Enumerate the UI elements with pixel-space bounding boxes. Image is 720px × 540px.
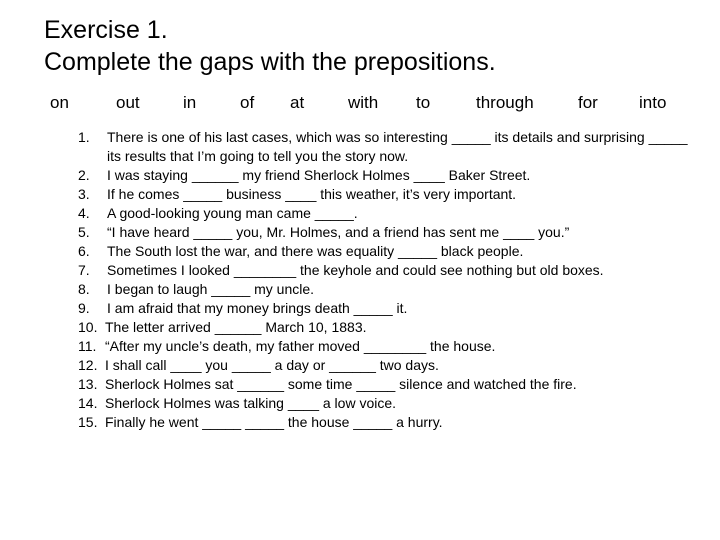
item-number: 7. [78, 262, 90, 278]
word-bank-item: on [50, 93, 69, 112]
exercise-item [78, 223, 698, 242]
item-text: I began to laugh _____ my uncle. [107, 281, 315, 297]
exercise-header [44, 14, 496, 78]
exercise-item [78, 337, 698, 356]
item-text: I was staying ______ my friend Sherlock Holmes ____ Baker Street. [107, 167, 531, 183]
item-number: 8. [78, 281, 90, 297]
word-bank-item: through [476, 93, 534, 112]
exercise-item [78, 128, 698, 166]
item-text: Finally he went _____ _____ the house _____ a hurry. [105, 414, 443, 430]
item-text: Sherlock Holmes sat ______ some time _____ silence and watched the fire. [105, 376, 577, 392]
item-number: 9. [78, 300, 90, 316]
preposition-word-bank [0, 93, 720, 115]
item-number: 10. [78, 319, 98, 335]
item-number: 12. [78, 357, 98, 373]
item-text: There is one of his last cases, which was so interesting _____ its details and surprising _____ its results that I’m going to tell you the story now. [107, 129, 688, 164]
item-number: 2. [78, 167, 90, 183]
item-text: The letter arrived ______ March 10, 1883. [105, 319, 367, 335]
word-bank-item: at [290, 93, 305, 112]
item-text: Sherlock Holmes was talking ____ a low voice. [105, 395, 397, 411]
exercise-item [78, 204, 698, 223]
word-bank-item: out [116, 93, 140, 112]
item-number: 3. [78, 186, 90, 202]
exercise-item [78, 356, 698, 375]
exercise-title: Exercise 1. [44, 16, 168, 44]
exercise-item [78, 242, 698, 261]
item-text: “After my uncle’s death, my father moved ________ the house. [105, 338, 496, 354]
item-text: If he comes _____ business ____ this weather, it’s very important. [107, 186, 517, 202]
item-text: Sometimes I looked ________ the keyhole and could see nothing but old boxes. [107, 262, 604, 278]
word-bank-item: for [578, 93, 598, 112]
exercise-item [78, 299, 698, 318]
item-text: I am afraid that my money brings death _____ it. [107, 300, 408, 316]
exercise-item-list [78, 128, 698, 432]
exercise-item [78, 261, 698, 280]
item-number: 1. [78, 129, 90, 145]
exercise-item [78, 413, 698, 432]
item-text: A good-looking young man came _____. [107, 205, 358, 221]
exercise-item [78, 375, 698, 394]
item-number: 15. [78, 414, 98, 430]
item-number: 5. [78, 224, 90, 240]
item-number: 6. [78, 243, 90, 259]
exercise-item [78, 185, 698, 204]
word-bank-item: to [416, 93, 431, 112]
word-bank-item: with [348, 93, 379, 112]
item-text: I shall call ____ you _____ a day or ______ two days. [105, 357, 439, 373]
exercise-item [78, 394, 698, 413]
item-text: “I have heard _____ you, Mr. Holmes, and a friend has sent me ____ you.” [107, 224, 570, 240]
item-number: 14. [78, 395, 98, 411]
item-number: 11. [78, 338, 97, 354]
word-bank-item: in [183, 93, 197, 112]
exercise-item [78, 280, 698, 299]
exercise-instruction: Complete the gaps with the prepositions. [44, 48, 496, 76]
word-bank-item: into [639, 93, 667, 112]
exercise-item [78, 318, 698, 337]
item-number: 4. [78, 205, 90, 221]
word-bank-item: of [240, 93, 255, 112]
exercise-item [78, 166, 698, 185]
item-number: 13. [78, 376, 98, 392]
item-text: The South lost the war, and there was equality _____ black people. [107, 243, 524, 259]
